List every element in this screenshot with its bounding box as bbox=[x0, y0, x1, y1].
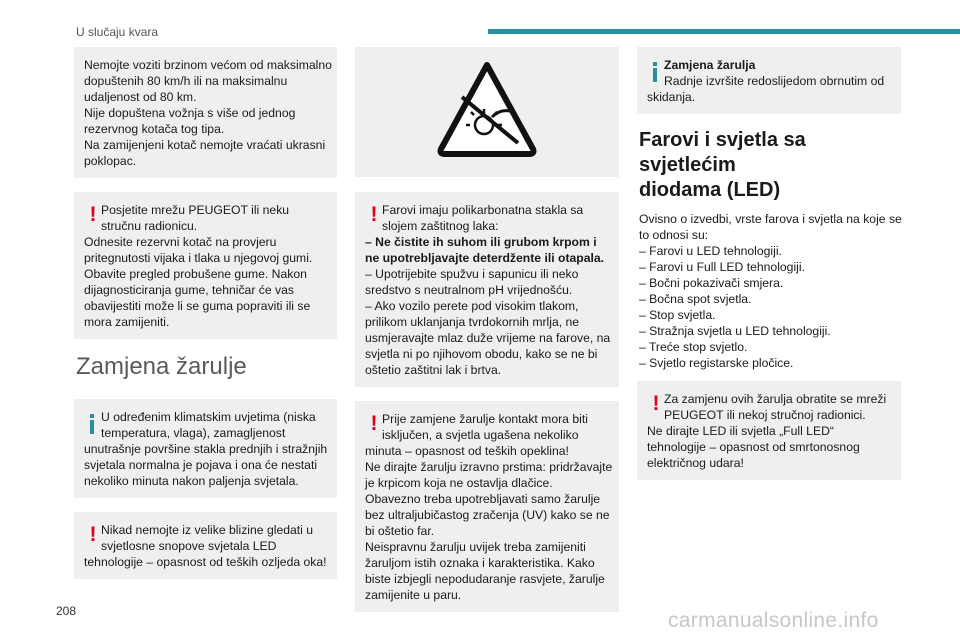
text-line: tehnologije – opasnost od smrtonosnog bbox=[647, 440, 860, 454]
text-line: – Upotrijebite spužvu i sapunicu ili neko bbox=[365, 267, 579, 281]
warning-icon: ! bbox=[89, 523, 97, 546]
list-item: – Treće stop svjetlo. bbox=[639, 340, 748, 354]
column-3 bbox=[637, 47, 901, 494]
text-line: unutrašnje površine stakla prednjih i stražnjih bbox=[84, 442, 328, 456]
text-line: Ne dirajte LED ili svjetla „Full LED“ bbox=[647, 424, 834, 438]
warning-box-polycarbonate bbox=[355, 192, 619, 387]
warning-box-bulb-replacement bbox=[355, 401, 619, 612]
led-intro-list bbox=[639, 211, 901, 371]
title-line: Farovi i svjetla sa svjetlećim bbox=[639, 129, 806, 176]
text-line: Posjetite mrežu PEUGEOT ili neku bbox=[101, 203, 290, 217]
text-line: Nemojte voziti brzinom većom od maksimalno bbox=[84, 58, 332, 72]
text-line: obavijestiti može li se guma popraviti ili se bbox=[84, 299, 311, 313]
text-line: električnog udara! bbox=[647, 456, 744, 470]
list-item: – Stražnja svjetla u LED tehnologiji. bbox=[639, 324, 831, 338]
text-line: tehnologije – opasnost od teških ozljeda oka! bbox=[84, 555, 327, 569]
info-icon bbox=[90, 414, 94, 434]
text-line: svjetla ni po njihovom obodu, kako se ne bi bbox=[365, 347, 598, 361]
text-line: svjetala normalna je pojava i ona će nestati bbox=[84, 458, 318, 472]
text-line: poklopac. bbox=[84, 154, 137, 168]
text-line: – Ako vozilo perete pod visokim tlakom, bbox=[365, 299, 579, 313]
warning-box-workshop bbox=[74, 192, 337, 339]
column-2 bbox=[355, 47, 619, 626]
text-line: dopuštenih 80 km/h ili na maksimalnu bbox=[84, 74, 288, 88]
text-line: Prije zamjene žarulje kontakt mora biti bbox=[382, 412, 588, 426]
text-line: mora zamijeniti. bbox=[84, 315, 170, 329]
text-line: Obavite pregled probušene gume. Nakon bbox=[84, 267, 307, 281]
text-line: nekoliko minuta nakon paljenja svjetala. bbox=[84, 474, 299, 488]
page-number: 208 bbox=[56, 604, 77, 618]
text-line: Za zamjenu ovih žarulja obratite se mreži bbox=[664, 392, 887, 406]
text-line: udaljenost od 80 km. bbox=[84, 90, 197, 104]
warning-box-led-shock bbox=[637, 381, 901, 480]
text-line: Obavezno treba upotrebljavati samo žarulje bbox=[365, 492, 601, 506]
list-item: – Svjetlo registarske pločice. bbox=[639, 356, 794, 370]
list-item: – Bočni pokazivači smjera. bbox=[639, 276, 784, 290]
illustration-box bbox=[355, 47, 619, 177]
text-line: bez ultraljubičastog zračenja (UV) kako se ne bbox=[365, 508, 610, 522]
column-1 bbox=[74, 47, 337, 593]
warning-icon: ! bbox=[370, 203, 378, 226]
text-line: to odnosi su: bbox=[639, 228, 709, 242]
section-title: Zamjena žarulje bbox=[76, 353, 247, 380]
warning-icon: ! bbox=[89, 203, 97, 226]
text-line: isključen, a svjetla ugašena nekoliko bbox=[382, 428, 579, 442]
text-line: U određenim klimatskim uvjetima (niska bbox=[101, 410, 316, 424]
text-line: zamijenite u paru. bbox=[365, 588, 462, 602]
text-line: PEUGEOT ili nekoj stručnoj radionici. bbox=[664, 408, 866, 422]
running-header: U slučaju kvara bbox=[76, 25, 159, 39]
text-line: Nije dopuštena vožnja s više od jednog bbox=[84, 106, 296, 120]
text-line: Nikad nemojte iz velike blizine gledati u bbox=[101, 523, 314, 537]
text-line: svjetlosne snopove svjetala LED bbox=[101, 539, 277, 553]
text-line: biste izbjegli nepodudaranje rasvjete, žarulje bbox=[365, 572, 605, 586]
no-touch-bulb-warning-icon bbox=[434, 57, 540, 161]
text-line: Na zamijenjeni kotač nemojte vraćati ukrasni bbox=[84, 138, 326, 152]
info-box-title: Zamjena žarulja bbox=[664, 58, 756, 72]
text-line: rezervnog kotača tog tipa. bbox=[84, 122, 225, 136]
text-line: skidanja. bbox=[647, 90, 696, 104]
text-line: stručnu radionicu. bbox=[101, 219, 198, 233]
text-line: dijagnosticiranja gume, tehničar će vas bbox=[84, 283, 295, 297]
title-line: diodama (LED) bbox=[639, 179, 781, 201]
text-line: Radnje izvršite redoslijedom obrnutim od bbox=[664, 74, 885, 88]
text-line: pritegnutosti vijaka i tlaka u njegovoj gumi. bbox=[84, 251, 313, 265]
header-accent-bar bbox=[488, 29, 960, 34]
list-item: – Stop svjetla. bbox=[639, 308, 716, 322]
text-line: oštetio zaštitni lak i brtva. bbox=[365, 363, 502, 377]
text-line: Farovi imaju polikarbonatna stakla sa bbox=[382, 203, 584, 217]
section-title-led bbox=[639, 128, 901, 203]
text-line: žaruljom istih oznaka i karakteristika. Kako bbox=[365, 556, 595, 570]
list-item: – Farovi u LED tehnologiji. bbox=[639, 244, 782, 258]
list-item: – Bočna spot svjetla. bbox=[639, 292, 752, 306]
watermark: carmanualsonline.info bbox=[668, 609, 879, 632]
text-line: prilikom uklanjanja tvrdokornih mrlja, ne bbox=[365, 315, 580, 329]
info-box-condensation bbox=[74, 399, 337, 498]
text-line: Ne dirajte žarulju izravno prstima: pridržavajte bbox=[365, 460, 613, 474]
info-box-bulb-replacement bbox=[637, 47, 901, 114]
text-line: Neispravnu žarulju uvijek treba zamijeniti bbox=[365, 540, 586, 554]
text-line: Odnesite rezervni kotač na provjeru bbox=[84, 235, 277, 249]
text-line: slojem zaštitnog laka: bbox=[382, 219, 499, 233]
info-icon bbox=[653, 62, 657, 82]
warning-icon: ! bbox=[652, 392, 660, 415]
warning-icon: ! bbox=[370, 412, 378, 435]
text-line-bold: ne upotrebljavajte deterdžente ili otapala. bbox=[365, 251, 605, 265]
text-line: Ovisno o izvedbi, vrste farova i svjetla na koje se bbox=[639, 212, 902, 226]
list-item: – Farovi u Full LED tehnologiji. bbox=[639, 260, 805, 274]
text-line: je krpicom koja ne ostavlja dlačice. bbox=[365, 476, 553, 490]
text-line: bi oštetio far. bbox=[365, 524, 435, 538]
text-line: sredstvo s neutralnom pH vrijednošću. bbox=[365, 283, 573, 297]
text-line: minuta – opasnost od teških opeklina! bbox=[365, 444, 569, 458]
warning-box-led-eyes bbox=[74, 512, 337, 579]
text-line: temperatura, vlaga), zamagljenost bbox=[101, 426, 286, 440]
note-box-spare-wheel bbox=[74, 47, 337, 178]
text-line: usmjeravajte mlaz duže vrijeme na farove, na bbox=[365, 331, 611, 345]
text-line-bold: – Ne čistite ih suhom ili grubom krpom i bbox=[365, 235, 597, 249]
